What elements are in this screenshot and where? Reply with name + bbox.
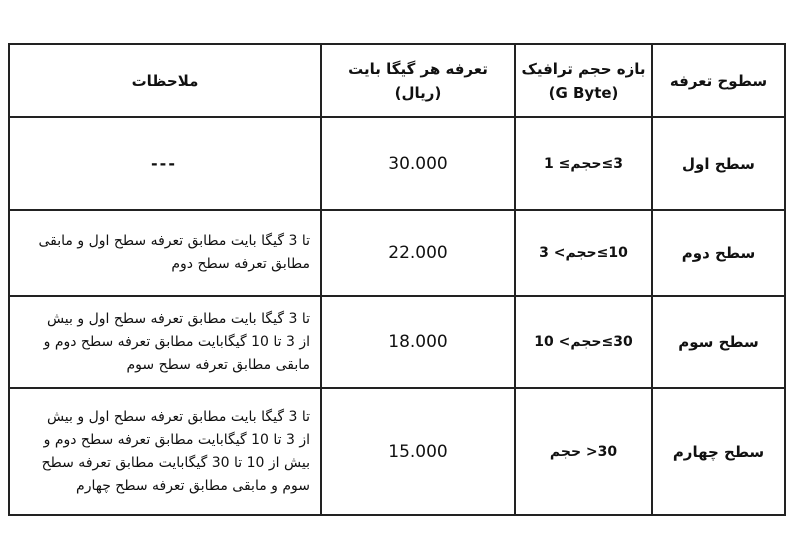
- notes-line: بیش از 10 تا 30 گیگابایت مطابق تعرفه سطح: [41, 454, 310, 471]
- header-price: [321, 44, 515, 117]
- tariff-table: [8, 43, 786, 516]
- level-cell: سطح دوم: [652, 210, 785, 296]
- header-range-label: بازه حجم ترافیک: [521, 59, 646, 78]
- price-cell: 18.000: [321, 296, 515, 388]
- notes-cell: [9, 296, 321, 388]
- header-level: [652, 44, 785, 117]
- notes-line: مطابق تعرفه سطح دوم: [171, 256, 310, 272]
- table-row: [9, 296, 785, 388]
- table-row: [9, 210, 785, 296]
- notes-cell: [9, 117, 321, 210]
- notes-line: تا 3 گیگا بایت مطابق تعرفه سطح اول و مابقی: [38, 233, 310, 249]
- header-notes: [9, 44, 321, 117]
- level-cell: سطح سوم: [652, 296, 785, 388]
- header-row: [9, 44, 785, 117]
- table-row: [9, 388, 785, 515]
- notes-line: از 3 تا 10 گیگابایت مطابق تعرفه سطح دوم و: [43, 431, 310, 448]
- notes-line: ---: [151, 154, 177, 173]
- header-level-label: سطوح تعرفه: [669, 71, 768, 90]
- table-row: [9, 117, 785, 210]
- header-range-unit: (G Byte): [548, 83, 619, 102]
- range-cell: 30< حجم: [515, 388, 652, 515]
- notes-line: تا 3 گیگا بایت مطابق تعرفه سطح اول و بیش: [46, 310, 310, 327]
- notes-line: سوم و مابقی مطابق تعرفه سطح چهارم: [76, 477, 310, 494]
- range-cell: 10≥حجم> 3: [515, 210, 652, 296]
- level-cell: سطح چهارم: [652, 388, 785, 515]
- level-cell: سطح اول: [652, 117, 785, 210]
- header-notes-label: ملاحظات: [131, 71, 199, 90]
- price-cell: 15.000: [321, 388, 515, 515]
- header-price-unit: (ریال): [394, 83, 442, 102]
- notes-line: از 3 تا 10 گیگابایت مطابق تعرفه سطح دوم و: [43, 333, 310, 350]
- price-cell: 30.000: [321, 117, 515, 210]
- notes-line: مابقی مطابق تعرفه سطح سوم: [126, 356, 310, 373]
- range-cell: 3≥حجم≥ 1: [515, 117, 652, 210]
- notes-line: تا 3 گیگا بایت مطابق تعرفه سطح اول و بیش: [46, 408, 310, 425]
- notes-cell: [9, 388, 321, 515]
- header-price-label: تعرفه هر گیگا بایت: [348, 59, 488, 78]
- range-cell: 30≥حجم> 10: [515, 296, 652, 388]
- price-cell: 22.000: [321, 210, 515, 296]
- notes-cell: [9, 210, 321, 296]
- header-range: [515, 44, 652, 117]
